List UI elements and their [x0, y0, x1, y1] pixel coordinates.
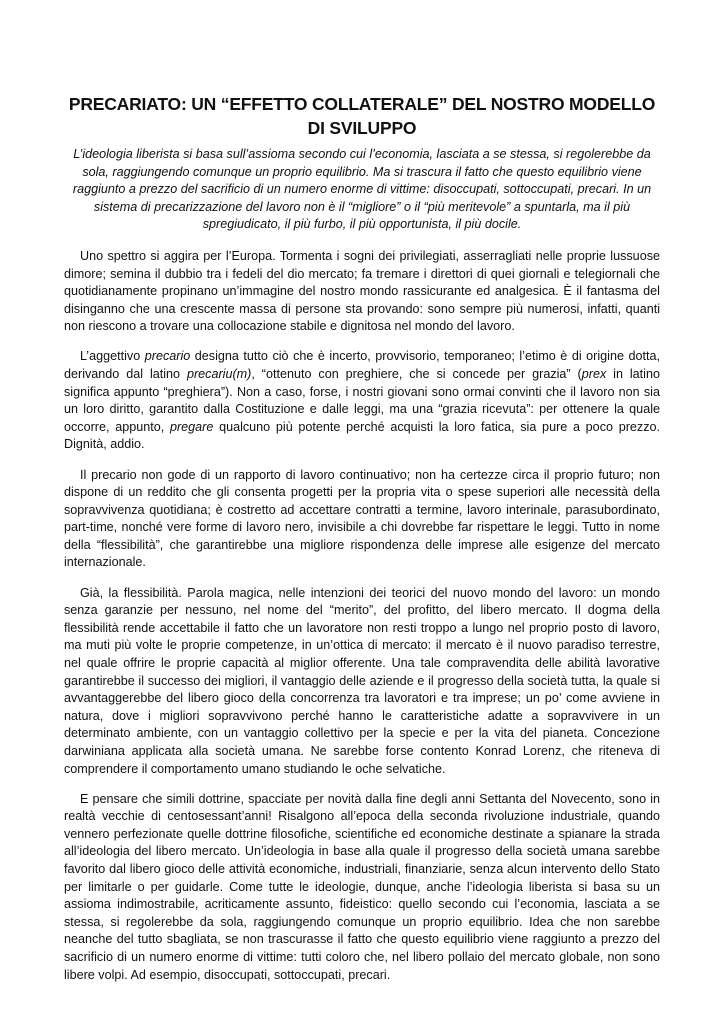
emphasis-precarium: precariu(m): [186, 367, 252, 382]
emphasis-precario: precario: [144, 349, 191, 364]
text-run: L’aggettivo: [80, 349, 145, 364]
paragraph-2: [64, 348, 660, 454]
document-abstract: L’ideologia liberista si basa sull’assioma secondo cui l’economia, lasciata a se stessa, si regolerebbe da sola, raggiungendo comunque un proprio equilibrio. Ma si trascura il fatto che questo equilibrio viene raggiunto a prezzo del sacrificio di un numero enorme di vittime: disoccupati, sottoccupati, precari. In un sistema di precarizzazione del lavoro non è il “migliore” o il “più meritevole” a spuntarla, ma il più spregiudicato, il più furbo, il più opportunista, il più docile.: [72, 147, 652, 232]
text-run: designa tutto ciò che è incerto, provvisorio, temporaneo; l’etimo è di origine dotta, derivando dal latino: [64, 349, 660, 382]
paragraph-4: Già, la flessibilità. Parola magica, nelle intenzioni dei teorici del nuovo mondo del lavoro: un mondo senza garanzie per nessuno, nel nome del “merito”, del profitto, del libero mercato. Il dogma della flessibilità rende accettabile il fatto che un lavoratore non resti troppo a lungo nel proprio posto di lavoro, ma muti più volte le proprie competenze, in un’ottica di mercato: il mercato è il nuovo paradiso terrestre, nel quale offrire le proprie capacità al miglior offerente. Una tale compravendita delle abilità lavorative garantirebbe il successo dei migliori, il vantaggio delle aziende e il progresso della società tutta, la quale si avvantaggerebbe del libero gioco della concorrenza tra lavoratori e tra imprese; un po’ come avviene in natura, dove i migliori sopravvivono perché hanno le caratteristiche adatte a sopravvivere in un determinato ambiente, con un vantaggio collettivo per la specie e per la vita del pianeta. Concezione darwiniana applicata alla società umana. Ne sarebbe forse contento Konrad Lorenz, che riteneva di comprendere il comportamento umano studiando le oche selvatiche.: [64, 585, 660, 776]
text-run: in latino significa appunto “preghiera”). Non a caso, forse, i nostri giovani sono ormai convinti che il lavoro non sia un loro diritto, garantito dalla Costituzione e dalle leggi, ma una “grazia ricevuta”: per ottenere la quale occorre, appunto,: [64, 367, 660, 434]
paragraph-1: Uno spettro si aggira per l’Europa. Tormenta i sogni dei privilegiati, asserragliati nelle proprie lussuose dimore; semina il dubbio tra i fedeli del dio mercato; fa tremare i direttori di quei giornali e telegiornali che quotidianamente propinano un’immagine del nostro mondo rassicurante ed analgesica. È il fantasma del disinganno che una crescente massa di persone sta provando: sono sempre più numerosi, infatti, quanti non riescono a trovare una collocazione stabile e dignitosa nel mondo del lavoro.: [64, 248, 660, 334]
paragraph-5: E pensare che simili dottrine, spacciate per novità dalla fine degli anni Settanta del Novecento, sono in realtà vecchie di centosessant’anni! Risalgono all’epoca della seconda rivoluzione industriale, quando vennero perfezionate quelle dottrine filosofiche, scientifiche ed economiche destinate a spianare la strada all’ideologia del libero mercato. Un’ideologia in base alla quale il progresso della società umana sarebbe favorito dal libero gioco delle attività economiche, industriali, finanziarie, senza alcun intervento dello Stato per limitarle o per guidarle. Come tutte le ideologie, dunque, anche l’ideologia liberista si basa su un assioma indimostrabile, acriticamente assunto, fideistico: quello secondo cui l’economia, lasciata a se stessa, si regolerebbe da sola, raggiungendo comunque un proprio equilibrio. Idea che non sarebbe neanche del tutto sbagliata, se non trascurasse il fatto che questo equilibrio viene raggiunto a prezzo del sacrificio di un numero enorme di vittime: tutti coloro che, nel libero pollaio del mercato globale, non sono libere volpi. Ad esempio, disoccupati, sottoccupati, precari.: [64, 791, 660, 982]
document-page: [64, 92, 660, 997]
emphasis-prex: prex: [581, 367, 607, 382]
text-run: , “ottenuto con preghiere, che si concede per grazia” (: [251, 367, 582, 382]
document-title: PRECARIATO: UN “EFFETTO COLLATERALE” DEL NOSTRO MODELLO DI SVILUPPO: [68, 94, 656, 138]
text-run: qualcuno più potente perché acquisti la loro fatica, sia pure a poco prezzo. Dignità, addio.: [64, 419, 660, 452]
emphasis-pregare: pregare: [169, 419, 214, 434]
paragraph-3: Il precario non gode di un rapporto di lavoro continuativo; non ha certezze circa il proprio futuro; non dispone di un reddito che gli consenta progetti per la propria vita o spese superiori alle necessità della sopravvivenza quotidiana; è costretto ad accettare contratti a termine, lavoro interinale, parasubordinato, part-time, nonché vere forme di lavoro nero, invisibile a chi dovrebbe far rispettare le leggi. Tutto in nome della “flessibilità”, che garantirebbe una migliore rispondenza delle imprese alle esigenze del mercato internazionale.: [64, 467, 660, 570]
